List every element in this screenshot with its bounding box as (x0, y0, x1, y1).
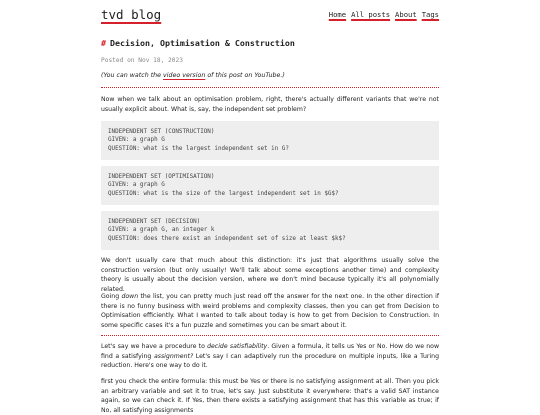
code-line: QUESTION: what is the largest independent set in G? (108, 145, 289, 152)
emphasis-text: decide satisfiability (207, 343, 268, 350)
code-line: INDEPENDENT SET (OPTIMISATION) (108, 174, 215, 180)
separator (101, 87, 439, 88)
separator (101, 335, 439, 336)
paragraph-satisfiability (101, 342, 439, 371)
nav-about-link[interactable]: About (395, 10, 417, 19)
emphasis-text: assignment? (153, 352, 194, 360)
text-run: Going (101, 293, 122, 300)
text-run: Let's say I can adaptively run the procedure on multiple inputs, like a Turing reduction. Here's one way to do it. (101, 352, 440, 370)
video-note-after: of this post on YouTube.) (205, 72, 285, 79)
intro-paragraph: Now when we talk about an optimisation problem, right, there's actually different variants that we're not usually explicit about. What is, say, the independent set problem? (101, 96, 439, 113)
site-title[interactable]: tvd blog (101, 7, 162, 22)
post-date: Posted on Nov 18, 2023 (101, 57, 183, 64)
code-line: GIVEN: a graph G, an integer k (108, 227, 215, 234)
nav-tags-link[interactable]: Tags (421, 10, 439, 19)
nav-home-link[interactable]: Home (328, 10, 347, 19)
video-note-before: (You can watch the (101, 72, 164, 79)
text-run: the list, you can pretty much just read off the answer for the next one. In the other direction if there is no funny business with weird problems and complexity classes, then you can get from Decision to Optimisation efficiently. What I wanted to talk about today is how to get from Decision to Construction. In some specific cases it's a fun puzzle and sometimes you can be smart about it. (101, 293, 439, 329)
code-block-optimisation (101, 166, 439, 205)
text-run: Let's say we have a procedure to (101, 343, 208, 350)
paragraph-first-check: first you check the entire formula: this must be Yes or there is no satisfying assignment at all. Then you pick an arbitrary variable and set it to true, let's say. Just substitute it everywhere: that's a valid SAT instance again, so we can check it. If Yes, then there exists a satisfying assignment that has this variable as true; if No, all satisfying assignments (101, 378, 439, 414)
code-line: GIVEN: a graph G (108, 182, 165, 189)
code-line: QUESTION: what is the size of the largest independent set in $G$? (108, 190, 339, 197)
paragraph-going-down (101, 292, 439, 330)
code-block-construction (101, 121, 439, 160)
nav-all-posts-link[interactable]: All posts (351, 10, 391, 19)
main-nav (329, 10, 439, 19)
post-title-text: Decision, Optimisation & Construction (110, 38, 295, 48)
paragraph-distinction: We don't usually care that much about this distinction: it's just that algorithms usually solve the construction version (but only usually! We'll talk about some exceptions another time) and complexity theory is usually about the decision version, where we don't mind because typically it's all polynomially related. (101, 257, 439, 293)
code-line: GIVEN: a graph G (108, 137, 165, 144)
code-line: QUESTION: does there exist an independent set of size at least $k$? (108, 235, 346, 242)
post-title (101, 38, 295, 48)
emphasis-text: down (121, 293, 139, 300)
code-line: INDEPENDENT SET (DECISION) (108, 219, 201, 225)
video-note (101, 72, 285, 79)
code-line: INDEPENDENT SET (CONSTRUCTION) (108, 129, 215, 135)
heading-hash-marker: # (101, 38, 106, 48)
code-block-decision (101, 211, 439, 250)
text-run: . Given a formula, it tells us Yes or No. How do we now find a satisfying (101, 343, 440, 360)
video-version-link[interactable]: video version (163, 72, 206, 79)
